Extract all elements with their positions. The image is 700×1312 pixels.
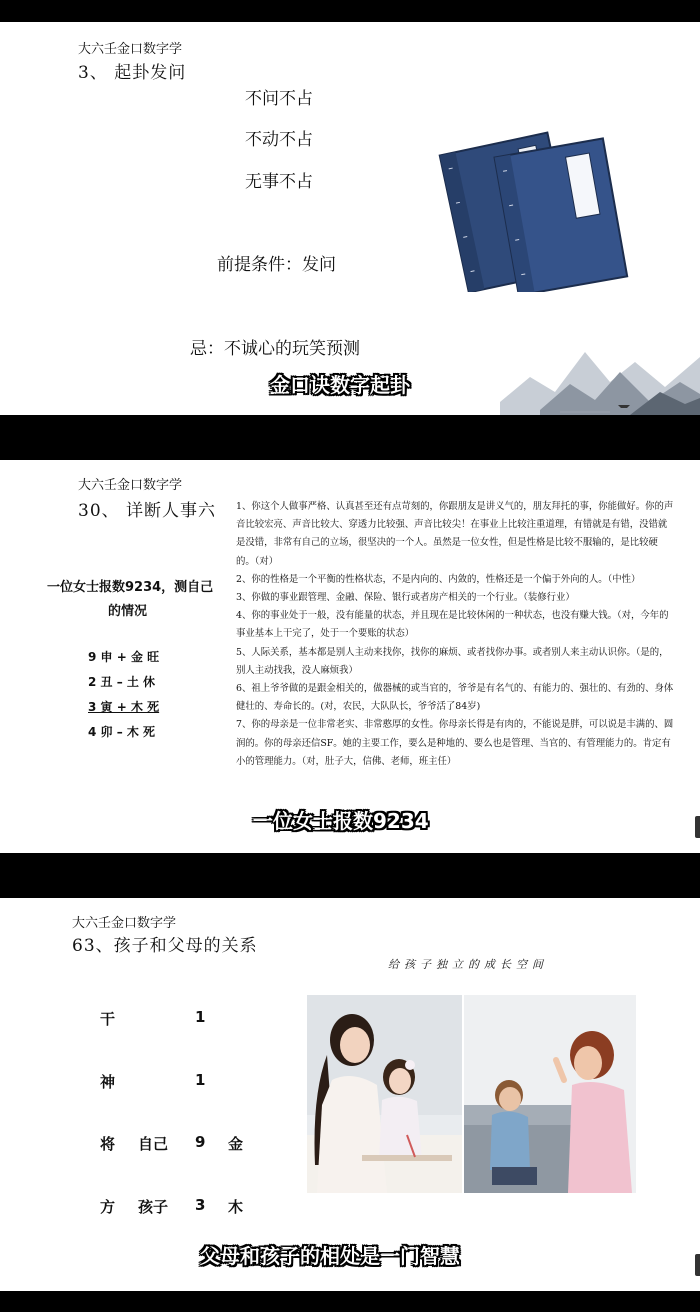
video-caption: 一位女士报数9234 <box>253 809 429 833</box>
row-number: 9 <box>195 1133 206 1151</box>
scroll-edge-handle[interactable] <box>695 816 700 838</box>
slide-parent-child <box>0 898 700 1291</box>
row-number: 1 <box>195 1071 206 1089</box>
row-number: 3 <box>195 1196 206 1214</box>
video-caption: 父母和孩子的相处是一门智慧 <box>200 1244 460 1268</box>
landscape-illustration <box>500 322 700 415</box>
gua-row-2: 2 丑 – 土 休 <box>88 675 156 689</box>
books-illustration <box>430 117 630 292</box>
section-title: 30、 详断人事六 <box>78 501 217 521</box>
analysis-paragraph: 3、你做的事业跟管理、金融、保险、银行或者房产相关的一个行业。（装修行业） <box>236 592 575 604</box>
brand-title: 大六壬金口数字学 <box>78 42 183 57</box>
row-label: 将 <box>100 1135 116 1153</box>
analysis-paragraph: 5、人际关系，基本都是别人主动来找你，找你的麻烦、或者找你办事。或者别人来主动认识你。（是的，别人主动找我，没人麻烦我） <box>236 646 669 676</box>
section-title: 63、孩子和父母的关系 <box>72 936 258 956</box>
analysis-text <box>236 498 676 771</box>
video-caption: 金口诀数字起卦 <box>270 373 410 397</box>
subject-line-2: 的情况 <box>108 604 148 619</box>
rule-3: 无事不占 <box>245 172 313 192</box>
subject-line-1: 一位女士报数9234，测自己 <box>47 580 214 595</box>
analysis-paragraph: 1、你这个人做事严格、认真甚至还有点苛刻的，你跟朋友是讲义气的，朋友拜托的事，你能做好。你的声音比较宏亮、声音比较大、穿透力比较强、声音比较尖！在事业上比较注重道理，有错就是有错，没错就是没错，非常有自己的立场，很坚决的一个人。虽然是一位女性，但是性格是比较不服输的，是比较硬的。（对） <box>236 501 674 567</box>
handwritten-note: 给孩子独立的成长空间 <box>388 958 548 971</box>
photo-mother-daughter <box>307 995 462 1193</box>
row-number: 1 <box>195 1008 206 1026</box>
row-label: 方 <box>100 1198 116 1216</box>
row-person: 孩子 <box>138 1198 169 1216</box>
row-label: 神 <box>100 1073 116 1091</box>
analysis-paragraph: 2、你的性格是一个平衡的性格状态，不是内向的、内敛的，性格还是一个偏于外向的人。（中性） <box>236 573 641 585</box>
rule-2: 不动不占 <box>245 130 313 150</box>
photo-mother-son <box>464 995 636 1193</box>
taboo-text: 忌：不诚心的玩笑预测 <box>190 339 360 359</box>
section-title: 3、 起卦发问 <box>78 63 187 83</box>
slide-xiangduan <box>0 460 700 853</box>
brand-title: 大六壬金口数字学 <box>78 478 183 493</box>
rule-1: 不问不占 <box>245 89 313 109</box>
gua-row-1: 9 申 + 金 旺 <box>88 650 160 664</box>
gua-row-4: 4 卯 – 木 死 <box>88 725 156 739</box>
analysis-paragraph: 4、你的事业处于一般，没有能量的状态，并且现在是比较休闲的一种状态，也没有赚大钱。（对，今年的事业基本上干完了，处于一个要账的状态） <box>236 610 669 640</box>
analysis-paragraph: 7、你的母亲是一位非常老实、非常憨厚的女性。你母亲长得是有肉的，不能说是胖，可以说是丰满的、圆润的。你的母亲还信SF。她的主要工作，要么是种地的、要么也是管理、当官的、有管理能力的。肯定有小的管理能力。（对，肚子大，信佛、老师，班主任） <box>236 719 674 767</box>
gua-row-3: 3 寅 + 木 死 <box>88 700 160 714</box>
slide-qigua <box>0 22 700 415</box>
row-element: 金 <box>228 1135 244 1153</box>
row-person: 自己 <box>138 1135 169 1153</box>
scroll-edge-handle[interactable] <box>695 1254 700 1276</box>
row-element: 木 <box>228 1198 244 1216</box>
analysis-paragraph: 6、祖上爷爷做的是跟金相关的，做器械的或当官的，爷爷是有名气的、有能力的、强壮的、有劲的、身体健壮的、寿命长的。(对，农民，大队队长，爷爷活了84岁) <box>236 683 674 713</box>
row-label: 干 <box>100 1010 116 1028</box>
premise-text: 前提条件：发问 <box>217 255 336 275</box>
brand-title: 大六壬金口数字学 <box>72 916 177 931</box>
